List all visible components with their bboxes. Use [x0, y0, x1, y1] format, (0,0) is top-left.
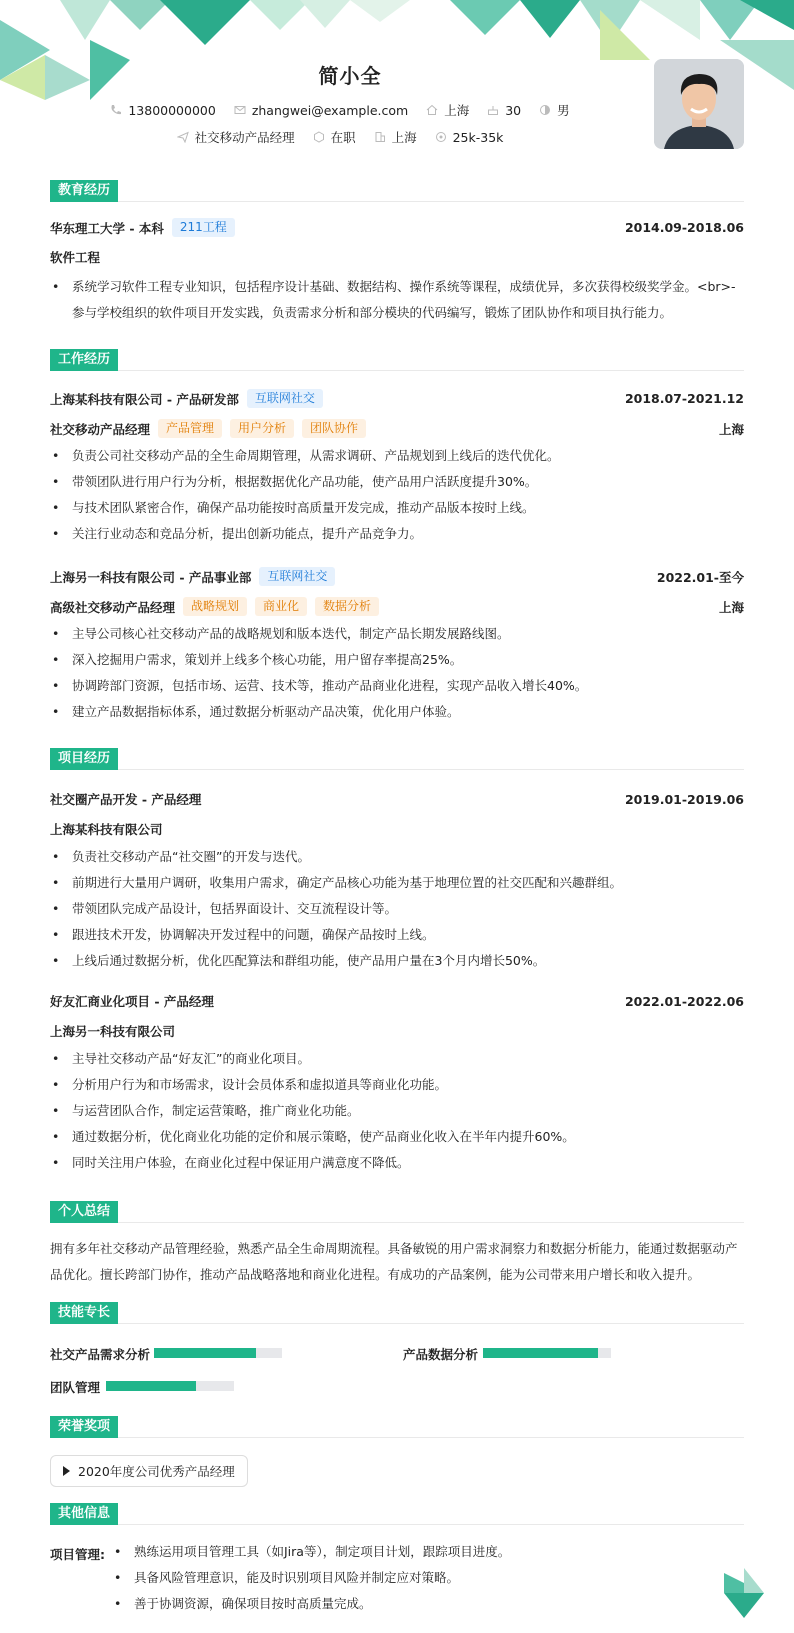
skill-2-fill: [483, 1348, 598, 1358]
other-bullets: [112, 1539, 732, 1617]
skill-1-fill: [154, 1348, 256, 1358]
gender-icon: [539, 104, 551, 116]
list-item: • 与运营团队合作，制定运营策略，推广商业化功能。: [50, 1098, 744, 1124]
phone-info: [110, 103, 215, 118]
gender-text: 男: [557, 103, 570, 118]
gender-info: [539, 101, 570, 119]
job-2-skill: 数据分析: [315, 597, 379, 616]
job-1-company-row: [50, 389, 744, 408]
project-1-bullets: [50, 844, 744, 974]
list-item: • 带领团队完成产品设计，包括界面设计、交互流程设计等。: [50, 896, 744, 922]
contact-row: [0, 101, 680, 119]
building-icon: [374, 131, 386, 143]
job-2-industry: 互联网社交: [259, 567, 335, 586]
education-header: [50, 180, 744, 202]
list-item: • 同时关注用户体验，在商业化过程中保证用户满意度不降低。: [50, 1150, 744, 1176]
play-icon: [63, 1466, 70, 1476]
cake-icon: [487, 104, 499, 116]
education-major-row: [50, 248, 744, 266]
target-city-info: [374, 128, 417, 146]
list-item: • 善于协调资源，确保项目按时高质量完成。: [112, 1591, 732, 1617]
job-1-bullets: [50, 443, 744, 547]
work-title: 工作经历: [50, 349, 118, 371]
list-item: • 负责公司社交移动产品的全生命周期管理，从需求调研、产品规划到上线后的迭代优化。: [50, 443, 744, 469]
skills-title: 技能专长: [50, 1302, 118, 1324]
work-header: [50, 349, 744, 371]
skill-1-name: 社交产品需求分析: [50, 1347, 151, 1362]
salary-text: 25k-35k: [452, 129, 504, 145]
education-school-row: [50, 218, 744, 237]
city-info: [426, 101, 469, 119]
email-info: [234, 103, 408, 118]
award-text: 2020年度公司优秀产品经理: [78, 1464, 235, 1479]
list-item: • 主导公司核心社交移动产品的战略规划和版本迭代，制定产品长期发展路线图。: [50, 621, 744, 647]
list-item: • 关注行业动态和竞品分析，提出创新功能点，提升产品竞争力。: [50, 521, 744, 547]
job-2-company: 上海另一科技有限公司 - 产品事业部: [50, 569, 252, 585]
school-name: 华东理工大学 - 本科: [50, 220, 164, 236]
list-item: • 与技术团队紧密合作，确保产品功能按时高质量开发完成，推动产品版本按时上线。: [50, 495, 744, 521]
phone-text: 13800000000: [128, 102, 216, 118]
project-1-company: 上海某科技有限公司: [50, 822, 163, 837]
education-title: 教育经历: [50, 180, 118, 202]
project-2-company-row: [50, 1022, 744, 1040]
job-1-skill: 团队协作: [302, 419, 366, 438]
work-section: [50, 349, 744, 371]
summary-title: 个人总结: [50, 1201, 118, 1223]
job-1-period: 2018.07-2021.12: [624, 391, 744, 406]
education-desc: • 系统学习软件工程专业知识，包括程序设计基础、数据结构、操作系统等课程，成绩优异，多次获得校级奖学金。<br>- 参与学校组织的软件项目开发实践，负责需求分析和部分模块的代码编写，锻炼了团队协作和项目执行能力。: [50, 274, 744, 326]
project-2-period: 2022.01-2022.06: [624, 993, 744, 1009]
list-item: • 带领团队进行用户行为分析，根据数据优化产品功能，使产品用户活跃度提升30%。: [50, 469, 744, 495]
job-1-skill: 用户分析: [230, 419, 294, 438]
status-text: 在职: [330, 130, 356, 145]
list-item: • 熟练运用项目管理工具（如Jira等），制定项目计划，跟踪项目进度。: [112, 1539, 732, 1565]
list-item: • 分析用户行为和市场需求，设计会员体系和虚拟道具等商业化功能。: [50, 1072, 744, 1098]
skill-3-bar: [106, 1381, 234, 1391]
candidate-name: 简小全: [318, 64, 382, 88]
skills-section: [50, 1302, 744, 1324]
other-section: [50, 1503, 744, 1525]
job-2-position: 高级社交移动产品经理: [50, 599, 176, 615]
other-title: 其他信息: [50, 1503, 118, 1525]
skill-3-fill: [106, 1381, 196, 1391]
list-item: • 具备风险管理意识，能及时识别项目风险并制定应对策略。: [112, 1565, 732, 1591]
city-text: 上海: [444, 103, 470, 118]
job-1-skill: 产品管理: [158, 419, 222, 438]
job-2-company-row: [50, 567, 744, 586]
target-city-text: 上海: [391, 130, 417, 145]
project-2-company: 上海另一科技有限公司: [50, 1024, 176, 1039]
salary-info: [435, 130, 504, 145]
skill-3-name: 团队管理: [50, 1380, 101, 1395]
job-2-bullets: [50, 621, 744, 725]
education-bullets: [50, 274, 744, 326]
target-job-text: 社交移动产品经理: [194, 130, 295, 145]
intention-row: [0, 128, 680, 146]
project-2-name: 好友汇商业化项目 - 产品经理: [50, 994, 214, 1009]
job-1-position: 社交移动产品经理: [50, 421, 151, 437]
education-section: [50, 180, 744, 202]
skill-1-bar: [154, 1348, 282, 1358]
project-2-title-row: [50, 992, 744, 1010]
awards-section: [50, 1416, 744, 1438]
email-icon: [234, 104, 246, 116]
list-item: • 前期进行大量用户调研，收集用户需求，确定产品核心功能为基于地理位置的社交匹配和兴趣群组。: [50, 870, 744, 896]
job-1-position-row: [50, 419, 744, 438]
project-1-period: 2019.01-2019.06: [624, 791, 744, 807]
skill-2-bar: [483, 1348, 611, 1358]
projects-title: 项目经历: [50, 748, 118, 770]
awards-header: [50, 1416, 744, 1438]
list-item: • 深入挖掘用户需求，策划并上线多个核心功能，用户留存率提高25%。: [50, 647, 744, 673]
project-1-title-row: [50, 790, 744, 808]
coin-icon: [435, 131, 447, 143]
school-tag: 211工程: [172, 218, 235, 237]
job-2-location: 上海: [718, 599, 744, 615]
job-2-position-row: [50, 597, 744, 616]
email-text: zhangwei@example.com: [251, 102, 409, 118]
other-label: 项目管理:: [50, 1547, 105, 1562]
target-job-info: [177, 128, 295, 146]
job-2-skill: 战略规划: [183, 597, 247, 616]
home-icon: [426, 104, 438, 116]
list-item: • 主导社交移动产品“好友汇”的商业化项目。: [50, 1046, 744, 1072]
other-header: [50, 1503, 744, 1525]
status-icon: [313, 131, 325, 143]
project-1-name: 社交圈产品开发 - 产品经理: [50, 792, 202, 807]
project-2-bullets: [50, 1046, 744, 1176]
list-item: • 协调跨部门资源，包括市场、运营、技术等，推动产品商业化进程，实现产品收入增长40%。: [50, 673, 744, 699]
skill-2-name: 产品数据分析: [403, 1347, 479, 1362]
job-1-location: 上海: [718, 421, 744, 437]
footer-decoration: [714, 1563, 774, 1623]
summary-text: 拥有多年社交移动产品管理经验，熟悉产品全生命周期流程。具备敏锐的用户需求洞察力和数据分析能力，能通过数据驱动产品优化。擅长跨部门协作，推动产品战略落地和商业化进程。有成功的产品案例，能为公司带来用户增长和收入提升。: [50, 1241, 738, 1282]
awards-title: 荣誉奖项: [50, 1416, 118, 1438]
projects-section: [50, 748, 744, 770]
job-2-period: 2022.01-至今: [656, 569, 744, 585]
job-1-company: 上海某科技有限公司 - 产品研发部: [50, 391, 239, 407]
major: 软件工程: [50, 250, 101, 265]
project-1-company-row: [50, 820, 744, 838]
status-info: [313, 128, 356, 146]
list-item: • 通过数据分析，优化商业化功能的定价和展示策略，使产品商业化收入在半年内提升60%。: [50, 1124, 744, 1150]
education-period: 2014.09-2018.06: [624, 220, 744, 235]
phone-icon: [110, 104, 122, 116]
list-item: • 建立产品数据指标体系，通过数据分析驱动产品决策，优化用户体验。: [50, 699, 744, 725]
award-item[interactable]: [50, 1455, 248, 1487]
age-info: [487, 103, 521, 118]
send-icon: [177, 131, 189, 143]
skills-header: [50, 1302, 744, 1324]
avatar: [654, 59, 744, 149]
list-item: • 上线后通过数据分析，优化匹配算法和群组功能，使产品用户量在3个月内增长50%。: [50, 948, 744, 974]
summary-header: [50, 1201, 744, 1223]
job-1-industry: 互联网社交: [247, 389, 323, 408]
projects-header: [50, 748, 744, 770]
list-item: • 跟进技术开发，协调解决开发过程中的问题，确保产品按时上线。: [50, 922, 744, 948]
job-2-skill: 商业化: [255, 597, 307, 616]
summary-section: [50, 1201, 744, 1223]
avatar-portrait: [654, 59, 744, 149]
age-text: 30: [505, 102, 522, 118]
list-item: • 负责社交移动产品“社交圈”的开发与迭代。: [50, 844, 744, 870]
